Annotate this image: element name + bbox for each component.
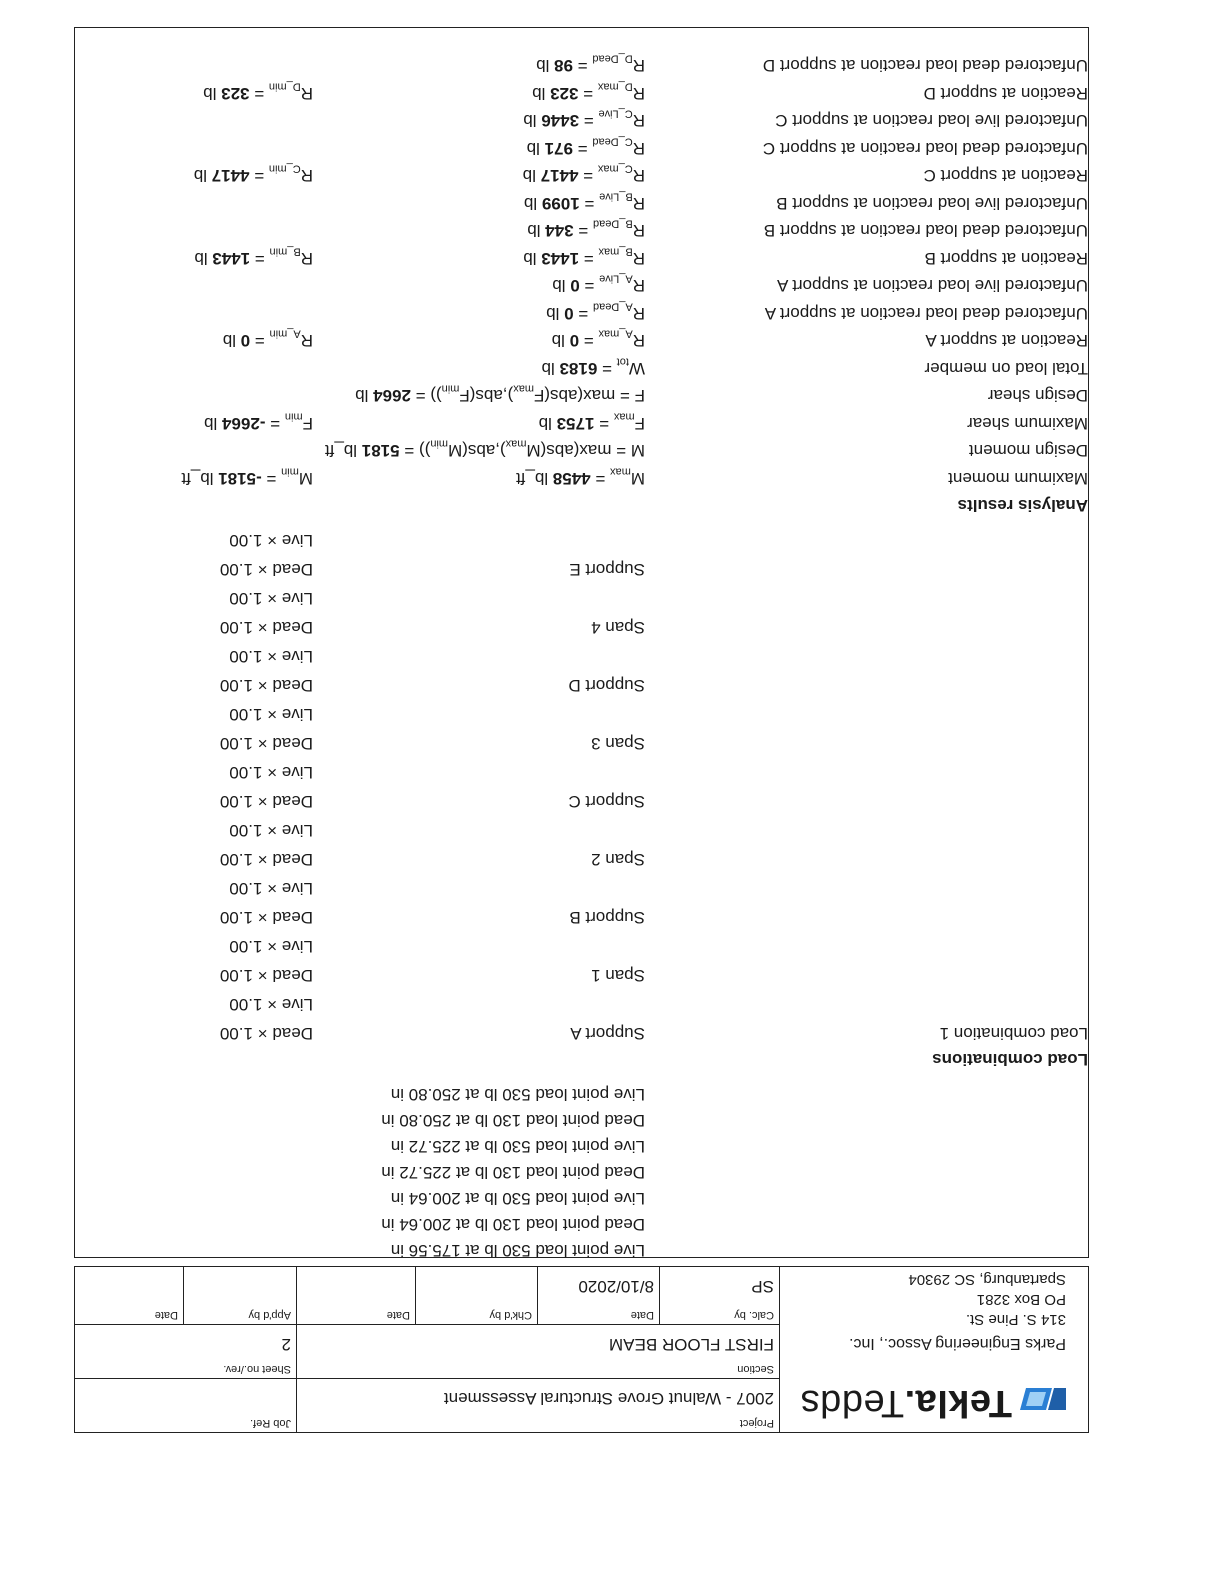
analysis-label: Unfactored live load reaction at support A: [777, 276, 1088, 296]
load-combination-name: Load combination 1: [939, 1024, 1088, 1043]
combo-dead: Dead × 1.00: [219, 734, 313, 753]
analysis-label: Reaction at support B: [924, 249, 1088, 268]
brand-logo-text: [800, 1381, 1012, 1424]
tekla-logo-icon: [1020, 1384, 1066, 1414]
analysis-label: Design moment: [968, 441, 1088, 461]
analysis-label: Design shear: [987, 386, 1088, 406]
combo-live: Live × 1.00: [229, 763, 313, 782]
company-cell: [779, 1267, 1088, 1432]
brand-bold: Tekla.: [904, 1382, 1012, 1424]
point-load-line: Dead point load 130 lb at 200.64 in: [381, 1215, 645, 1234]
analysis-value-secondary: $R_{C\_min} = 4417$ lb: [193, 163, 313, 186]
brand-light: Tedds: [800, 1382, 905, 1424]
section-value: FIRST FLOOR BEAM: [609, 1335, 774, 1354]
analysis-value: $R_{D\_Dead} = 98$ lb: [536, 53, 645, 76]
signoff-row: [74, 1267, 780, 1324]
analysis-label: Maximum moment: [948, 469, 1088, 488]
section-row: [74, 1324, 780, 1378]
company-name: Parks Engineering Assoc., Inc.: [849, 1335, 1066, 1352]
analysis-value: $R_{C\_Dead} = 971$ lb: [526, 135, 645, 158]
combo-dead: Dead × 1.00: [219, 560, 313, 579]
analysis-label: Reaction at support A: [925, 331, 1088, 351]
combo-live: Live × 1.00: [229, 705, 313, 724]
date3-label: Date: [154, 1309, 178, 1321]
analysis-value-secondary: $R_{D\_min} = 323$ lb: [203, 80, 313, 103]
analysis-value-secondary: $R_{B\_min} = 1443$ lb: [194, 245, 313, 268]
combo-live: Live × 1.00: [229, 879, 313, 898]
combo-live: Live × 1.00: [229, 821, 313, 840]
analysis-formula: $M = \max(abs(M_{max}),abs(M_{min})) = 5181$ lb_ft: [324, 438, 645, 461]
point-load-line: Dead point load 130 lb at 250.80 in: [381, 1111, 645, 1130]
combo-live: Live × 1.00: [229, 589, 313, 608]
sheet-label: Sheet no./rev.: [223, 1363, 291, 1375]
calculation-body: [74, 27, 1089, 1258]
address-line-1: 314 S. Pine St.: [965, 1311, 1066, 1328]
analysis-formula: $F = \max(abs(F_{max}),abs(F_{min})) = 2664$ lb: [355, 383, 645, 406]
analysis-value: $R_{C\_Live} = 3446$ lb: [523, 108, 645, 131]
date-label: Date: [630, 1309, 654, 1321]
analysis-label: Maximum shear: [967, 414, 1088, 433]
combo-live: Live × 1.00: [229, 995, 313, 1014]
combo-element: Support C: [568, 792, 645, 811]
analysis-value: $R_{B\_Dead} = 344$ lb: [527, 218, 645, 241]
analysis-label: Unfactored live load reaction at support B: [776, 194, 1088, 213]
analysis-value: $R_{A\_Dead} = 0$ lb: [546, 300, 645, 323]
combo-element: Support D: [568, 676, 645, 695]
calcby-label: Calc. by: [734, 1309, 774, 1321]
analysis-results-heading: Analysis results: [957, 496, 1088, 515]
analysis-value: $R_{C\_max} = 4417$ lb: [522, 163, 645, 186]
project-value: 2007 - Walnut Grove Structural Assessment: [443, 1389, 774, 1408]
point-load-line: Live point load 530 lb at 250.80 in: [390, 1085, 645, 1104]
combo-dead: Dead × 1.00: [219, 676, 313, 695]
analysis-value: $R_{A\_max} = 0$ lb: [551, 328, 645, 351]
combo-dead: Dead × 1.00: [219, 792, 313, 811]
point-load-line: Dead point load 130 lb at 225.72 in: [381, 1163, 645, 1182]
appdby-label: App'd by: [248, 1309, 291, 1321]
analysis-label: Unfactored dead load reaction at support C: [762, 139, 1088, 158]
analysis-label: Unfactored live load reaction at support C: [775, 111, 1088, 131]
analysis-label: Reaction at support C: [923, 166, 1088, 186]
analysis-value: $R_{B\_max} = 1443$ lb: [523, 245, 645, 268]
point-load-line: Live point load 530 lb at 225.72 in: [390, 1137, 645, 1156]
combo-element: Support B: [569, 908, 645, 927]
combo-dead: Dead × 1.00: [219, 966, 313, 985]
analysis-value: $R_{B\_Live} = 1099$ lb: [523, 190, 645, 213]
combo-live: Live × 1.00: [229, 531, 313, 550]
combo-element: Support E: [569, 560, 645, 579]
combo-element: Span 3: [591, 734, 645, 753]
combo-element: Support A: [570, 1024, 645, 1043]
date2-label: Date: [386, 1309, 410, 1321]
combo-element: Span 1: [591, 966, 645, 985]
sheet-value: 2: [281, 1335, 291, 1354]
date-value: 8/10/2020: [578, 1277, 654, 1296]
analysis-label: Reaction at support D: [923, 84, 1088, 103]
analysis-label: Unfactored dead load reaction at support A: [764, 304, 1088, 323]
analysis-value-secondary: $R_{A\_min} = 0$ lb: [222, 328, 313, 351]
analysis-value-secondary: $M_{min} = -5181$ lb_ft: [181, 465, 313, 488]
analysis-value: $W_{tot} = 6183$ lb: [541, 355, 645, 378]
combo-element: Span 4: [591, 618, 645, 637]
analysis-label: Total load on member: [924, 359, 1088, 378]
analysis-label: Unfactored dead load reaction at support B: [763, 221, 1088, 241]
section-label: Section: [737, 1363, 774, 1375]
combo-dead: Dead × 1.00: [219, 908, 313, 927]
project-label: Project: [739, 1417, 774, 1429]
analysis-value-secondary: $F_{min} = -2664$ lb: [204, 410, 313, 433]
combo-dead: Dead × 1.00: [219, 1024, 313, 1043]
analysis-value: $M_{max} = 4458$ lb_ft: [515, 465, 645, 488]
title-block: [74, 1266, 1089, 1433]
chkdby-label: Chk'd by: [489, 1309, 532, 1321]
address-line-2: PO Box 3281: [976, 1291, 1066, 1308]
analysis-value: $R_{D\_max} = 323$ lb: [532, 80, 645, 103]
analysis-value: $F_{max} = 1753$ lb: [538, 410, 645, 433]
analysis-value: $R_{A\_Live} = 0$ lb: [552, 273, 645, 296]
load-combinations-heading: Load combinations: [932, 1050, 1088, 1069]
combo-dead: Dead × 1.00: [219, 850, 313, 869]
combo-live: Live × 1.00: [229, 647, 313, 666]
address-line-3: Spartanburg, SC 29304: [908, 1271, 1066, 1288]
project-row: [74, 1378, 780, 1432]
point-load-line: Live point load 530 lb at 200.64 in: [390, 1189, 645, 1208]
combo-element: Span 2: [591, 850, 645, 869]
calcby-value: SP: [751, 1277, 774, 1296]
combo-dead: Dead × 1.00: [219, 618, 313, 637]
jobref-label: Job Ref.: [250, 1417, 291, 1429]
analysis-label: Unfactored dead load reaction at support D: [762, 56, 1088, 76]
point-load-line: Live point load 530 lb at 175.56 in: [390, 1241, 645, 1260]
combo-live: Live × 1.00: [229, 937, 313, 956]
